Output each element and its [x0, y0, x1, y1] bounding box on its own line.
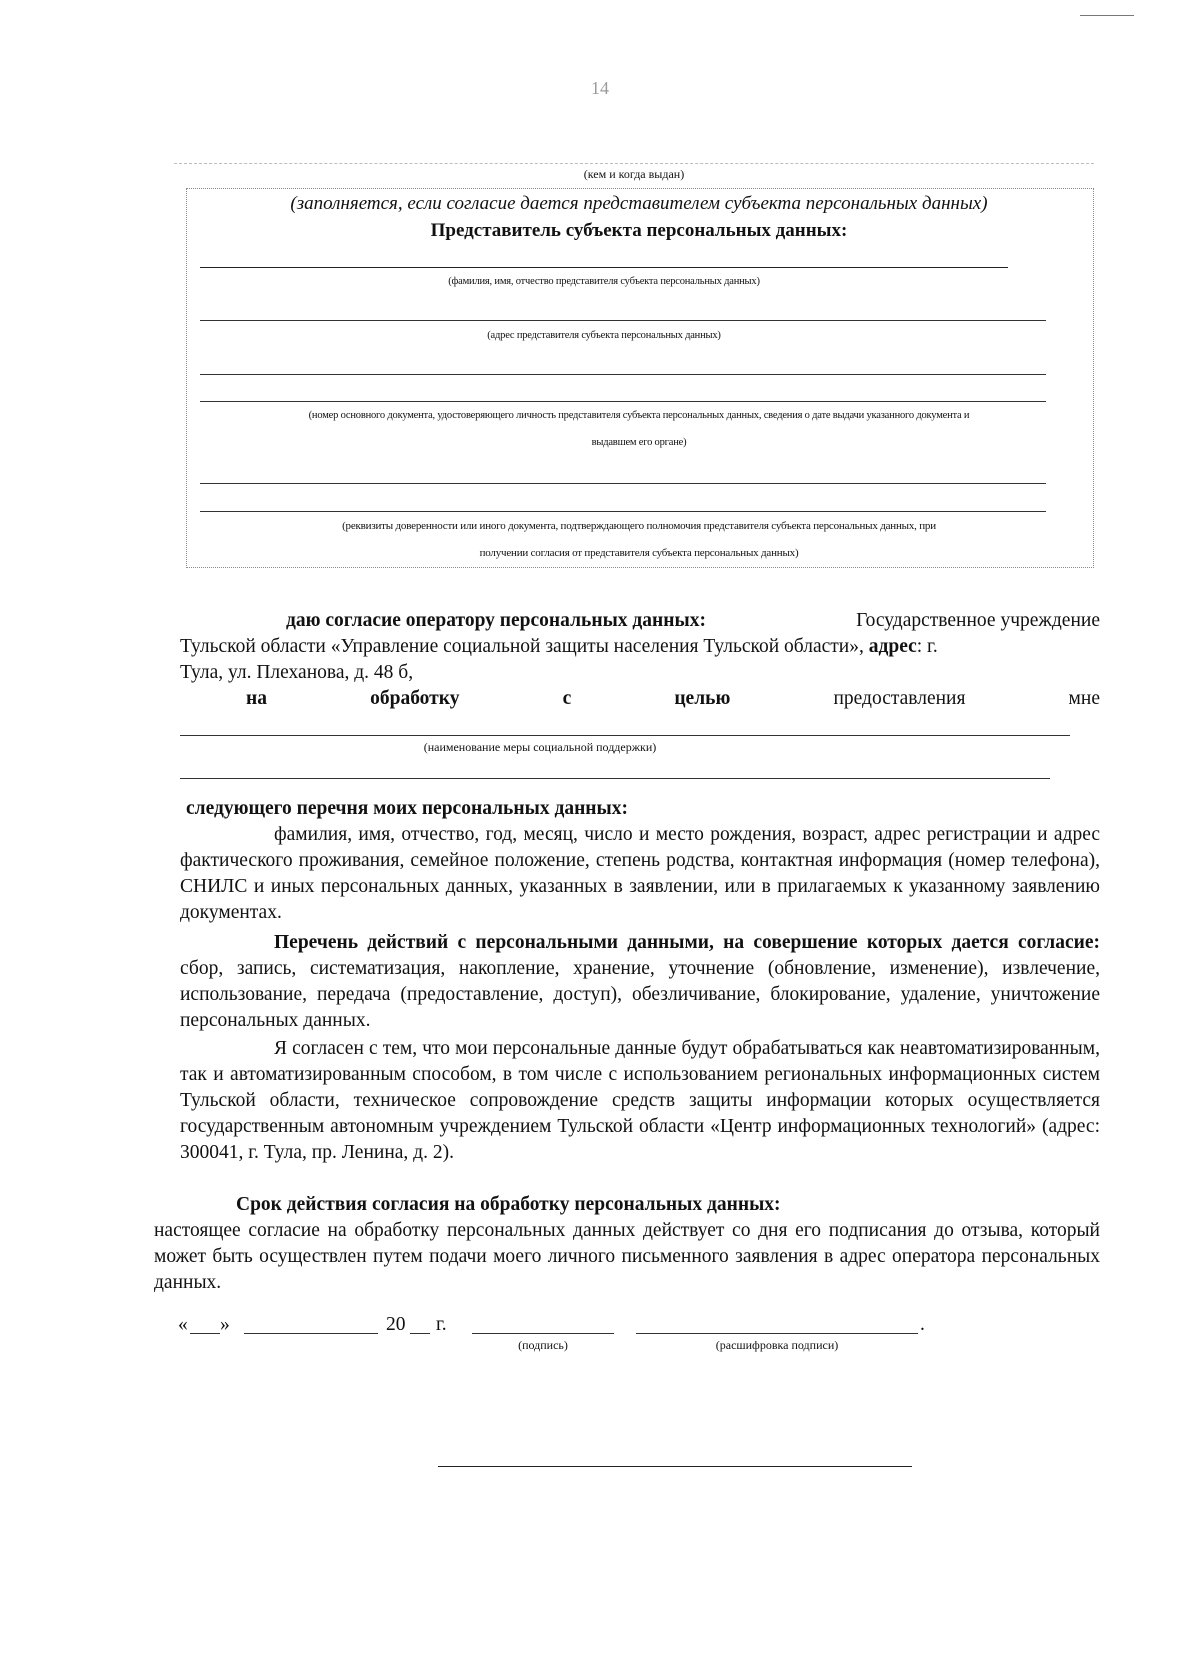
actions-heading: Перечень действий с персональными данными, на совершение которых дается согласие: — [274, 932, 1100, 953]
quote-open: « — [178, 1314, 188, 1335]
measure-line-1[interactable] — [180, 735, 1070, 736]
fio-line[interactable] — [200, 267, 1008, 268]
measure-caption: (наименование меры социальной поддержки) — [423, 740, 657, 754]
representative-heading: Представитель субъекта персональных данных: — [430, 220, 848, 241]
signature-row — [178, 1312, 1078, 1342]
document-line-1[interactable] — [200, 374, 1046, 375]
actions-paragraph — [180, 930, 1100, 1034]
term-heading: Срок действия согласия на обработку персональных данных: — [236, 1194, 781, 1215]
list-section — [180, 796, 1100, 926]
decode-blank[interactable] — [636, 1333, 918, 1334]
address-label: адрес — [863, 636, 917, 657]
decode-caption: (расшифровка подписи) — [715, 1338, 839, 1352]
signature-blank[interactable] — [472, 1333, 614, 1334]
measure-line-2[interactable] — [180, 778, 1050, 779]
consent-lead: даю согласие оператору персональных данных: — [286, 610, 706, 631]
purpose-word-3: с — [562, 688, 572, 709]
month-blank[interactable] — [244, 1333, 378, 1334]
consent-line-2 — [180, 634, 1100, 660]
representative-note: (заполняется, если согласие дается представителем субъекта персональных данных) — [290, 193, 988, 214]
poa-caption-2: получении согласия от представителя субъекта персональных данных) — [479, 547, 799, 559]
scan-artifact — [1080, 15, 1134, 16]
document-caption-1: (номер основного документа, удостоверяющего личность представителя субъекта персональных данных, сведения о дате выдачи указанного документа и — [308, 410, 970, 421]
purpose-word-1: на — [246, 688, 267, 709]
consent-paragraph — [180, 608, 1100, 712]
year-prefix: 20 — [386, 1314, 406, 1335]
purpose-word-6: мне — [1068, 688, 1100, 709]
list-text: фамилия, имя, отчество, год, месяц, число и место рождения, возраст, адрес регистрации и адрес фактического проживания, семейное положение, степень родства, контактная информация (номер телефона), СНИЛС и иных персональных данных, указанных в заявлении, или в прилагаемых к указанному заявлению документах. — [180, 824, 1100, 923]
page-number: 14 — [591, 78, 609, 98]
day-blank[interactable] — [190, 1333, 220, 1334]
document-caption-2: выдавшем его органе) — [591, 437, 687, 448]
purpose-word-2: обработку — [370, 688, 460, 709]
poa-caption-1: (реквизиты доверенности или иного документа, подтверждающего полномочия представителя субъекта персональных данных, при — [342, 520, 936, 532]
purpose-line — [180, 686, 1100, 712]
fio-caption: (фамилия, имя, отчество представителя субъекта персональных данных) — [448, 276, 760, 287]
end-dot: . — [920, 1314, 925, 1335]
bottom-rule — [438, 1466, 912, 1467]
address-caption: (адрес представителя субъекта персональных данных) — [487, 330, 721, 341]
poa-line-2[interactable] — [200, 511, 1046, 512]
list-heading: следующего перечня моих персональных данных: — [186, 798, 629, 819]
operator-part-1: Государственное учреждение — [856, 610, 1100, 631]
purpose-word-5: предоставления — [833, 688, 966, 709]
purpose-word-4: целью — [674, 688, 731, 709]
issued-by-line — [174, 163, 1094, 164]
actions-text: сбор, запись, систематизация, накопление, хранение, уточнение (обновление, изменение), извлечение, использование, передача (предоставление, доступ), обезличивание, блокирование, удаление, уничтожение персональных данных. — [180, 958, 1100, 1031]
quote-close: » — [220, 1314, 230, 1335]
year-suffix: г. — [436, 1314, 447, 1335]
agree-paragraph: Я согласен с тем, что мои персональные данные будут обрабатываться как неавтоматизированным, так и автоматизированным способом, в том числе с использованием региональных информационных систем Тульской области, техническое сопровождение средств защиты информации которых осуществляется государственным автономным учреждением Тульской области «Центр информационных технологий» (адрес: 300041, г. Тула, пр. Ленина, д. 2). — [180, 1038, 1100, 1163]
signature-caption: (подпись) — [518, 1338, 568, 1352]
consent-line-1 — [180, 608, 1100, 634]
address-line[interactable] — [200, 320, 1046, 321]
address-value: : г. — [916, 636, 938, 657]
issued-by-caption: (кем и когда выдан) — [583, 167, 685, 181]
operator-part-2: Тульской области «Управление социальной защиты населения Тульской области», — [180, 636, 864, 657]
term-section — [154, 1192, 1100, 1296]
term-text: настоящее согласие на обработку персональных данных действует со дня его подписания до отзыва, который может быть осуществлен путем подачи моего личного письменного заявления в адрес оператора персональных данных. — [154, 1220, 1100, 1293]
poa-line-1[interactable] — [200, 483, 1046, 484]
year-blank[interactable] — [410, 1333, 430, 1334]
document-line-2[interactable] — [200, 401, 1046, 402]
operator-part-3: Тула, ул. Плеханова, д. 48 б, — [180, 662, 414, 683]
